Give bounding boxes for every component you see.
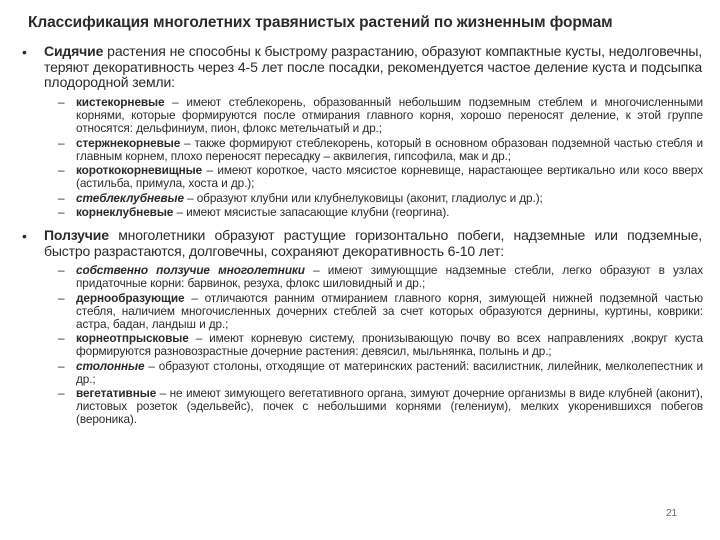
list-dash: – (58, 190, 65, 205)
list-item (58, 206, 703, 219)
list-item (58, 137, 703, 163)
list-item-text (76, 206, 703, 219)
list-term: дернообразующие (76, 290, 185, 305)
list-dash: – (58, 386, 65, 400)
sub-list-sitting (58, 96, 703, 221)
list-item (58, 96, 703, 135)
bullet-text (44, 44, 702, 91)
list-item-text (76, 360, 703, 386)
bullet-text (44, 228, 702, 259)
list-item (58, 360, 703, 386)
bullet-body: многолетники образуют растущие горизонтально побеги, надземные или подземные, быстро разрастаются, долговечны, сохраняют декоративность 6-10 лет: (44, 227, 702, 259)
list-item-text (76, 192, 703, 205)
list-desc: – имеют короткое, часто мясистое корневище, нарастающее вертикально или косо вверх (астильба, примула, хоста и др.); (76, 163, 703, 190)
list-desc: – имеют корневую систему, пронизывающую почву во всех направлениях ,вокруг куста формируются разновозрастные дочерние растения: девясил, мыльнянка, полынь и др.; (76, 331, 703, 358)
list-item-text (76, 264, 703, 290)
list-dash: – (58, 205, 65, 219)
list-dash: – (58, 163, 65, 177)
list-item-text (76, 332, 703, 358)
list-term: корнеклубневые (76, 205, 174, 219)
list-desc: – отличаются ранним отмиранием главного корня, зимующей нижней подземной частью стебля, наличием многочисленных дочерних стеблей за счет которых образуются дернины, куртины, коврики: астра, бадан, ландыш и др.; (76, 290, 703, 331)
page-number: 21 (666, 508, 678, 519)
list-item (58, 387, 703, 426)
list-item (58, 332, 703, 358)
bullet-creeping (22, 228, 702, 259)
list-dash: – (58, 331, 65, 345)
list-term: стержнекорневые (76, 135, 181, 150)
list-dash: – (58, 290, 65, 305)
list-dash: – (58, 358, 65, 373)
list-dash: – (58, 135, 65, 150)
list-item-text (76, 292, 703, 331)
list-desc: – имеют зимующщие надземные стебли, легко образуют в узлах придаточные корни: барвинок, резуха, флокс шиловидный и др.; (76, 263, 703, 290)
list-dash: – (58, 95, 65, 109)
list-term: кистекорневые (76, 95, 165, 109)
list-term: вегетативные (76, 386, 157, 400)
list-desc: – образуют столоны, отходящие от материнских растений: василистник, лилейник, мелколепестник и др.; (76, 358, 703, 386)
list-dash: – (58, 263, 65, 277)
list-term: собственно ползучие многолетники (76, 263, 305, 277)
bullet-lead: Ползучие (44, 227, 109, 243)
list-item-text (76, 164, 703, 190)
bullet-lead: Сидячие (44, 43, 104, 59)
bullet-body: растения не способны к быстрому разрастанию, образуют компактные кусты, недолговечны, теряют декоративность через 4-5 лет после посадки, рекомендуется частое деление куста и подсыпка плодородной земли: (44, 43, 702, 90)
list-desc: – имеют мясистые запасающие клубни (георгина). (173, 205, 450, 219)
sub-list-creeping (58, 264, 703, 428)
list-item (58, 292, 703, 331)
list-term: корнеотпрысковые (76, 331, 189, 345)
list-item (58, 164, 703, 190)
list-item-text (76, 137, 703, 163)
page-title: Классификация многолетних травянистых растений по жизненным формам (28, 14, 613, 31)
list-item (58, 192, 703, 205)
list-item (58, 264, 703, 290)
bullet-marker: • (22, 228, 27, 244)
list-term: стеблеклубневые (76, 190, 184, 205)
list-desc: – образуют клубни или клубнелуковицы (аконит, гладиолус и др.); (183, 190, 543, 205)
list-term: короткокорневищные (76, 163, 203, 177)
bullet-sitting (22, 44, 702, 91)
list-term: столонные (76, 358, 145, 373)
list-desc: – также формируют стеблекорень, который в основном образован подземной частью стебля и главным корнем, плохо переносят пересадку – аквилегия, гипсофила, мак и др.; (76, 135, 703, 163)
list-desc: – не имеют зимующего вегетативного органа, зимуют дочерние организмы в виде клубней (аконит), листовых розеток (эдельвейс), почек с небольшими корнями (гелениум), мелких укоренившихся побегов (вероника). (76, 386, 703, 426)
list-item-text (76, 96, 703, 135)
list-desc: – имеют стеблекорень, образованный небольшим подземным стеблем и многочисленными корнями, которые формируются после отмирания главного корня, хорошо переносят деление, к этой группе относятся: дельфиниум, пион, флокс метельчатый и др.; (76, 95, 703, 135)
list-item-text (76, 387, 703, 426)
bullet-marker: • (22, 44, 27, 60)
